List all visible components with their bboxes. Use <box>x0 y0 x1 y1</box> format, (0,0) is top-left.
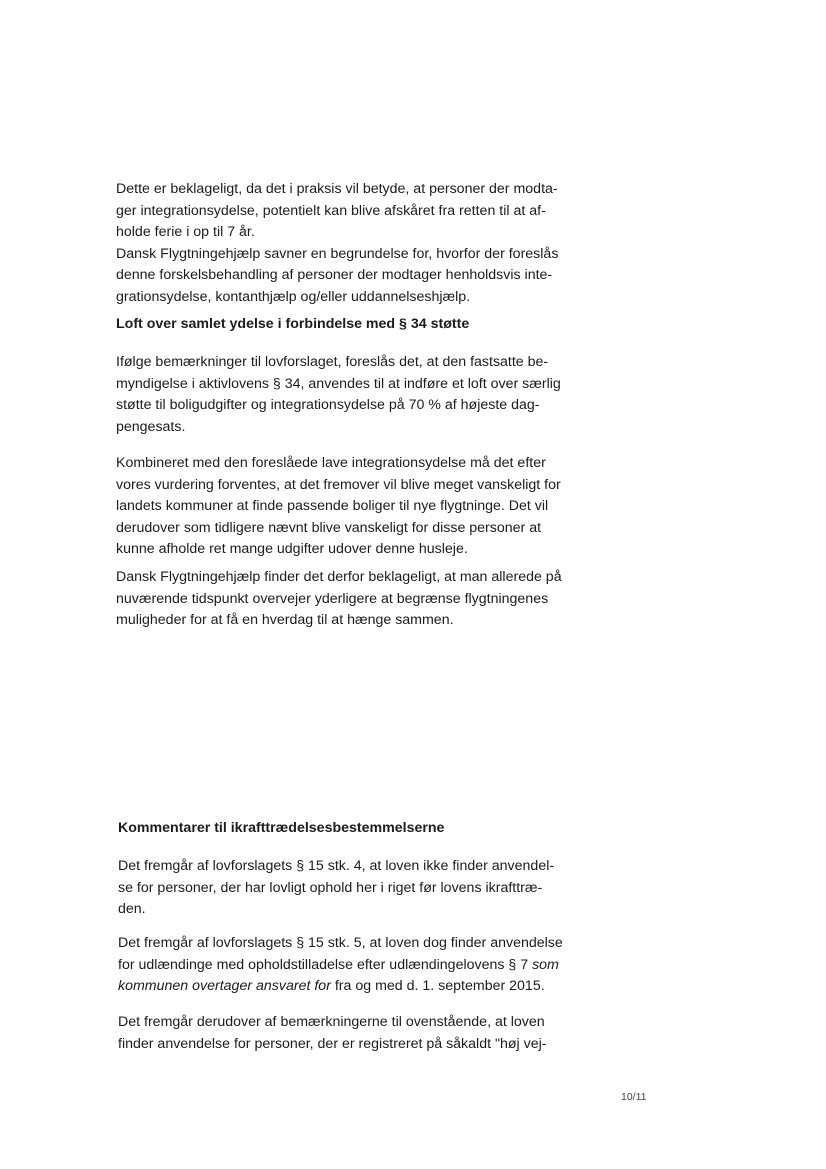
text-line: finder anvendelse for personer, der er registreret på såkaldt "høj vej- <box>118 1035 547 1052</box>
text-line: holde ferie i op til 7 år. <box>116 224 255 241</box>
section-heading-ikrafttraedelse: Kommentarer til ikrafttrædelsesbestemmelserne <box>118 820 445 836</box>
text-line: pengesats. <box>116 418 186 435</box>
text-line: Det fremgår af lovforslagets § 15 stk. 4, at loven ikke finder anvendel- <box>118 858 555 874</box>
text-line: muligheder for at få en hverdag til at hænge sammen. <box>116 612 454 629</box>
text-line: kunne afholde ret mange udgifter udover denne husleje. <box>116 541 468 558</box>
text-line: ger integrationsydelse, potentielt kan blive afskåret fra retten til at af- <box>116 202 546 219</box>
text-span: fra og med d. 1. september 2015. <box>330 978 545 995</box>
text-line: Dansk Flygtningehjælp finder det derfor beklageligt, at man allerede på <box>116 569 562 585</box>
text-line: grationsydelse, kontanthjælp og/eller uddannelseshjælp. <box>116 288 471 305</box>
text-line: Ifølge bemærkninger til lovforslaget, foreslås det, at den fastsatte be- <box>116 354 549 370</box>
text-line: Det fremgår af lovforslagets § 15 stk. 5, at loven dog finder anvendelse <box>118 935 563 951</box>
section-heading-loft: Loft over samlet ydelse i forbindelse med § 34 støtte <box>116 316 470 332</box>
text-line: nuværende tidspunkt overvejer yderligere at begrænse flygtningenes <box>116 590 549 607</box>
italic-text: kommunen overtager ansvaret for <box>118 978 331 995</box>
text-line: den. <box>118 901 146 918</box>
text-line: landets kommuner at finde passende boliger til nye flygtninge. Det vil <box>116 498 549 515</box>
text-line: støtte til boligudgifter og integrationsydelse på 70 % af højeste dag- <box>116 397 540 414</box>
text-line: derudover som tidligere nævnt blive vanskeligt for disse personer at <box>116 519 542 536</box>
italic-text: som <box>532 956 559 973</box>
page-number: 10/11 <box>621 1091 647 1103</box>
text-line: Dette er beklageligt, da det i praksis vil betyde, at personer der modta- <box>116 181 558 197</box>
text-line: Kombineret med den foreslåede lave integrationsydelse må det efter <box>116 455 546 471</box>
text-line: denne forskelsbehandling af personer der modtager henholdsvis inte- <box>116 267 553 284</box>
text-line: Dansk Flygtningehjælp savner en begrundelse for, hvorfor der foreslås <box>116 245 559 262</box>
paragraph-beklageligt <box>116 567 562 632</box>
text-span: for udlændinge med opholdstilladelse efter udlændingelovens § 7 <box>118 956 533 973</box>
text-line: se for personer, der har lovligt ophold her i riget før lovens ikrafttræ- <box>118 879 543 896</box>
text-line <box>118 976 563 998</box>
text-line: Det fremgår derudover af bemærkningerne til ovenstående, at loven <box>118 1014 545 1030</box>
paragraph-hoej-vejledning <box>118 1012 547 1055</box>
text-line <box>118 955 563 977</box>
paragraph-stk4 <box>118 856 554 921</box>
paragraph-kombineret <box>116 453 561 561</box>
paragraph-ferie <box>116 179 558 309</box>
paragraph-bemaerkninger <box>116 352 561 438</box>
paragraph-stk5 <box>118 933 563 998</box>
text-line: myndigelse i aktivlovens § 34, anvendes til at indføre et loft over særlig <box>116 375 561 392</box>
text-line: vores vurdering forventes, at det fremover vil blive meget vanskeligt for <box>116 476 561 493</box>
